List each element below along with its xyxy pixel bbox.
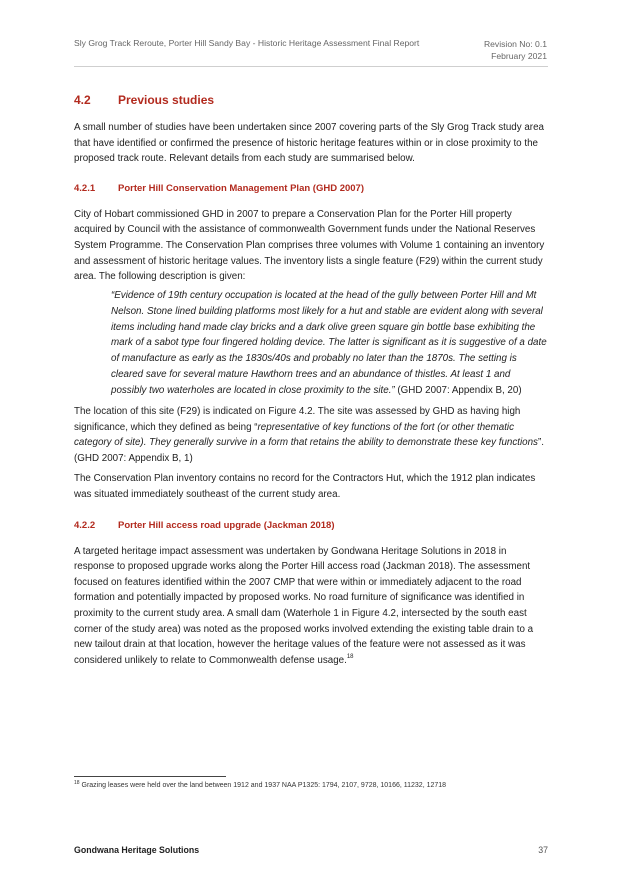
subsection-2-paragraph xyxy=(74,544,548,669)
header-revision-block xyxy=(484,38,547,62)
footnote-text: Grazing leases were held over the land between 1912 and 1937 NAA P1325: 1794, 2107, 9728, 10166, 11232, 12718 xyxy=(79,782,447,789)
section-title: Previous studies xyxy=(118,93,215,107)
subsection-2-title: Porter Hill access road upgrade (Jackman 2018) xyxy=(118,519,335,531)
para2-italic: representative of key functions of the fort (or other thematic category of site). They generally survive in a form that retains the ability to demonstrate these key functions xyxy=(74,421,538,449)
section-number: 4.2 xyxy=(74,93,91,107)
subsection-1-paragraph-1: City of Hobart commissioned GHD in 2007 to prepare a Conservation Plan for the Porter Hill property acquired by Council with the assistance of commonwealth Government funds under the National Reserves System Programme. The Conservation Plan comprises three volumes with Volume 1 containing an inventory and assessment of historic heritage values. The inventory lists a single feature (F29) within the current study area. The following description is given: xyxy=(74,208,545,283)
section-intro: A small number of studies have been undertaken since 2007 covering parts of the Sly Grog Track study area that have identified or confirmed the presence of historic heritage features within or in close proximity to the proposed track route. Relevant details from each study are summarised below. xyxy=(74,122,544,165)
header-revision: Revision No: 0.1 xyxy=(483,39,547,49)
main-content xyxy=(74,93,548,668)
subsection-1-title: Porter Hill Conservation Management Plan (GHD 2007) xyxy=(118,182,365,194)
subsection-1-heading xyxy=(74,183,548,194)
subsection-2-text: A targeted heritage impact assessment was undertaken by Gondwana Heritage Solutions in 2018 in response to proposed upgrade works along the Porter Hill access road (Jackman 2018). The assessment focused on features identified within the 2007 CMP that were within or immediately adjacent to the road formation and potentially impacted by proposed works. No road furniture of significance was identified in proximity to the current study area. A small dam (Waterhole 1 in Figure 4.2, intersected by the south east corner of the study area) was noted as the proposed works involved extending the existing table drain to a new tailout drain at that location, however the heritage values of the feature were not assessed as it was considered unlikely to relate to Commonwealth defense usage. xyxy=(74,545,534,666)
block-quote xyxy=(111,288,548,399)
footnote-divider xyxy=(74,776,226,777)
footnote xyxy=(74,782,446,789)
quote-reference: (GHD 2007: Appendix B, 20) xyxy=(394,385,522,397)
footnote-number: 18 xyxy=(74,780,80,786)
subsection-1-paragraph-3: The Conservation Plan inventory contains no record for the Contractors Hut, which the 1912 plan indicates was situated immediately southeast of the current study area. xyxy=(74,473,536,501)
footnote-reference[interactable]: 18 xyxy=(346,653,354,660)
subsection-2-number: 4.2.2 xyxy=(74,519,96,531)
subsection-2-heading xyxy=(74,520,548,531)
section-heading xyxy=(74,93,548,107)
header-divider xyxy=(74,66,548,67)
footer-organization: Gondwana Heritage Solutions xyxy=(74,845,200,855)
subsection-1-paragraph-2 xyxy=(74,404,548,466)
subsection-1-number: 4.2.1 xyxy=(74,182,96,194)
para2-end: ”. (GHD 2007: Appendix B, 1) xyxy=(74,437,544,464)
header-date: February 2021 xyxy=(491,51,547,61)
footer-page-number: 37 xyxy=(538,845,548,855)
quote-text: “Evidence of 19th century occupation is located at the head of the gully between Porter Hill and Mt Nelson. Stone lined building platforms most likely for a hut and stable are evident along with several items including hand made clay bricks and a dark olive green square gin bottle base exhibiting the mark of a sabot type four fingered holding device. The latter is significant as it is suggestive of a date of manufacture as early as the 1830s/40s and probably no later than the 1870s. The setting is cleared save for several mature Hawthorn trees and an abundance of thistles. At least 1 and possibly two waterholes are located in close proximity to the site.” xyxy=(111,289,547,397)
header-title: Sly Grog Track Reroute, Porter Hill Sandy Bay - Historic Heritage Assessment Final Report xyxy=(74,38,420,48)
para2-start: The location of this site (F29) is indicated on Figure 4.2. The site was assessed by GHD as having high significance, which they defined as being “ xyxy=(74,406,521,433)
